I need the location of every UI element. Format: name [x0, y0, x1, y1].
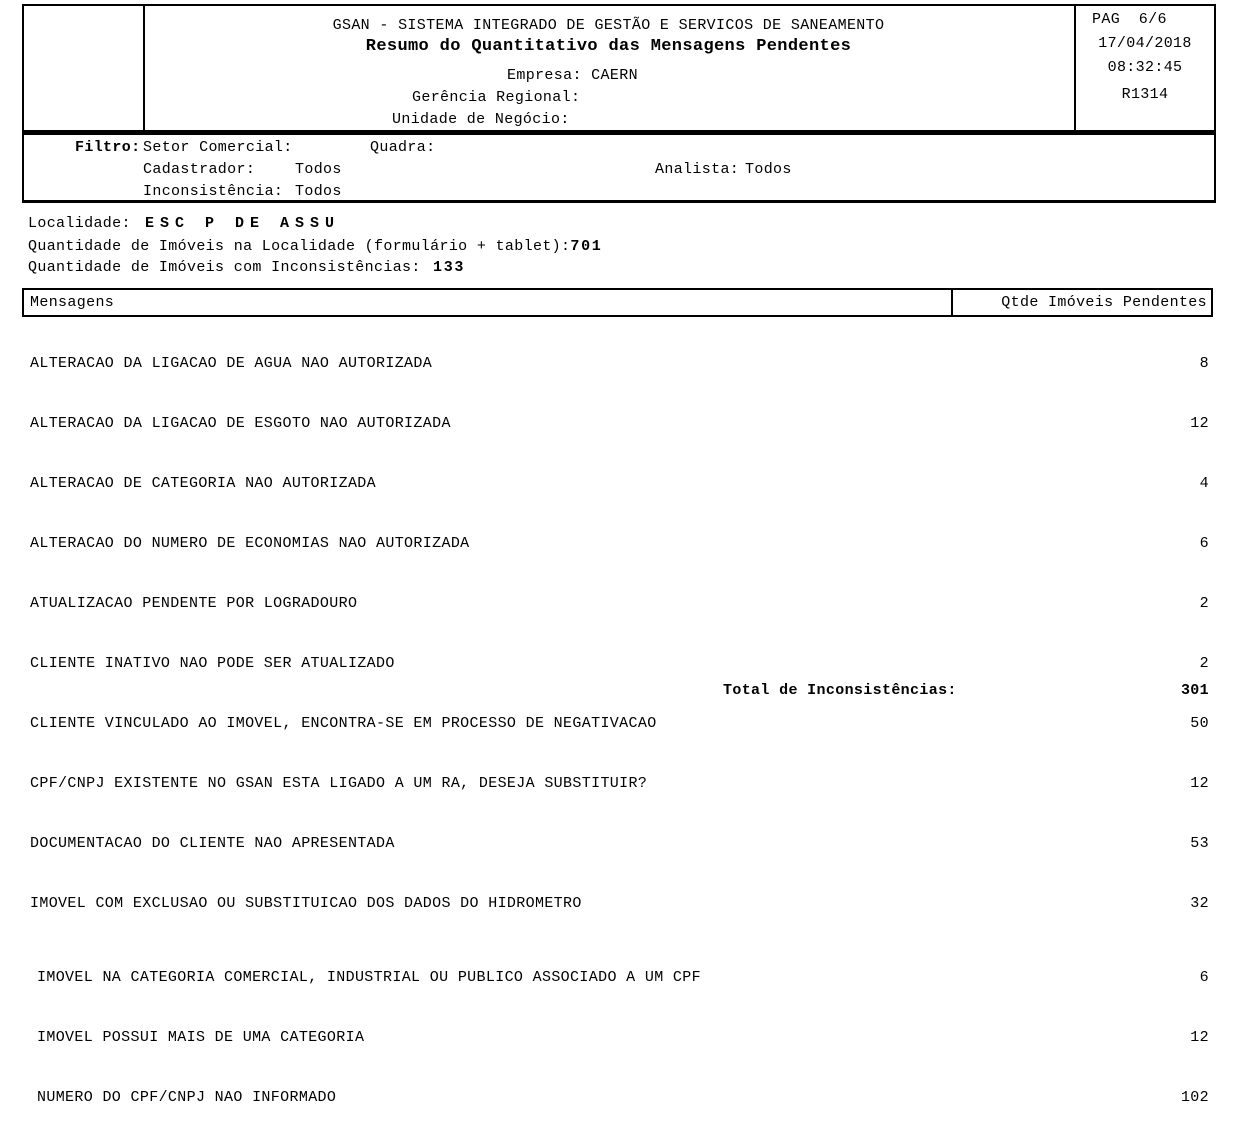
- message-cell: CLIENTE VINCULADO AO IMOVEL, ENCONTRA-SE EM PROCESSO DE NEGATIVACAO: [30, 715, 657, 732]
- report-date: 17/04/2018: [1098, 35, 1192, 52]
- unidade-negocio-line: Unidade de Negócio:: [392, 111, 570, 128]
- table-body: [22, 317, 1213, 1145]
- analista-value: Todos: [745, 161, 792, 178]
- system-title: GSAN - SISTEMA INTEGRADO DE GESTÃO E SERVICOS DE SANEAMENTO: [332, 17, 885, 34]
- column-mensagens: Mensagens: [30, 294, 115, 311]
- qty-cell: 12: [1190, 775, 1209, 792]
- page-info-cell: [1076, 6, 1214, 130]
- imoveis-inconsistencias-value: 133: [433, 259, 466, 276]
- table-row: [22, 411, 1213, 437]
- qty-cell: 50: [1190, 715, 1209, 732]
- message-cell: DOCUMENTACAO DO CLIENTE NAO APRESENTADA: [30, 835, 395, 852]
- qty-cell: 102: [1180, 1089, 1209, 1106]
- qty-cell: 53: [1190, 835, 1209, 852]
- qty-cell: 2: [1199, 655, 1209, 672]
- total-row: [22, 678, 1213, 704]
- qty-cell: 12: [1190, 1029, 1209, 1046]
- qty-cell: 12: [1190, 415, 1209, 432]
- page-number: PAG 6/6: [1092, 11, 1167, 28]
- table-row: [22, 531, 1213, 557]
- imoveis-localidade-value: 701: [570, 238, 603, 255]
- table-row: [22, 591, 1213, 617]
- inconsistencia-label: Inconsistência:: [143, 183, 284, 200]
- cadastrador-value: Todos: [295, 161, 342, 178]
- gerencia-regional-line: Gerência Regional:: [412, 89, 581, 106]
- report-header: [22, 4, 1216, 132]
- qty-cell: 32: [1190, 895, 1209, 912]
- table-header: [22, 288, 1213, 317]
- qty-cell: 4: [1199, 475, 1209, 492]
- imoveis-inconsistencias-label: Quantidade de Imóveis com Inconsistências:: [28, 259, 421, 276]
- localidade-value: ESC P DE ASSU: [145, 215, 341, 232]
- message-cell: NUMERO DO CPF/CNPJ NAO INFORMADO: [37, 1089, 337, 1106]
- message-cell: IMOVEL NA CATEGORIA COMERCIAL, INDUSTRIAL OU PUBLICO ASSOCIADO A UM CPF: [37, 969, 701, 986]
- empresa-line: Empresa: CAERN: [507, 67, 638, 84]
- message-cell: ALTERACAO DA LIGACAO DE AGUA NAO AUTORIZADA: [30, 355, 433, 372]
- report-code: R1314: [1121, 86, 1169, 103]
- message-cell: IMOVEL COM EXCLUSAO OU SUBSTITUICAO DOS DADOS DO HIDROMETRO: [30, 895, 582, 912]
- table-row: [22, 471, 1213, 497]
- qty-cell: 2: [1199, 595, 1209, 612]
- column-qtde-imoveis-pendentes: Qtde Imóveis Pendentes: [1001, 294, 1207, 311]
- message-cell: ALTERACAO DE CATEGORIA NAO AUTORIZADA: [30, 475, 377, 492]
- cadastrador-label: Cadastrador:: [143, 161, 256, 178]
- analista-label: Analista:: [655, 161, 740, 178]
- table-row: [22, 351, 1213, 377]
- imoveis-localidade-label: Quantidade de Imóveis na Localidade (formulário + tablet):: [28, 238, 571, 255]
- table-row: [22, 651, 1213, 677]
- total-inconsistencias-value: 301: [1180, 682, 1209, 699]
- message-cell: ALTERACAO DO NUMERO DE ECONOMIAS NAO AUTORIZADA: [30, 535, 470, 552]
- table-row: [22, 711, 1213, 737]
- message-cell: CPF/CNPJ EXISTENTE NO GSAN ESTA LIGADO A UM RA, DESEJA SUBSTITUIR?: [30, 775, 648, 792]
- qty-cell: 8: [1199, 355, 1209, 372]
- quadra-label: Quadra:: [370, 139, 436, 156]
- table-row: [22, 1085, 1213, 1111]
- table-row: [22, 771, 1213, 797]
- table-row: [22, 965, 1213, 991]
- filter-section: [22, 132, 1216, 203]
- message-cell: ATUALIZACAO PENDENTE POR LOGRADOURO: [30, 595, 358, 612]
- table-row: [22, 891, 1213, 917]
- setor-comercial-label: Setor Comercial:: [143, 139, 293, 156]
- localidade-label: Localidade:: [28, 215, 131, 232]
- qty-cell: 6: [1199, 535, 1209, 552]
- table-row: [22, 1025, 1213, 1051]
- report-title: Resumo do Quantitativo das Mensagens Pendentes: [365, 37, 852, 56]
- filtro-label: Filtro:: [75, 139, 141, 156]
- message-cell: IMOVEL POSSUI MAIS DE UMA CATEGORIA: [37, 1029, 365, 1046]
- imoveis-localidade-line: [28, 238, 603, 256]
- message-cell: ALTERACAO DA LIGACAO DE ESGOTO NAO AUTORIZADA: [30, 415, 451, 432]
- report-time: 08:32:45: [1107, 59, 1183, 76]
- total-inconsistencias-label: Total de Inconsistências:: [723, 682, 957, 699]
- inconsistencia-value: Todos: [295, 183, 342, 200]
- table-row: [22, 831, 1213, 857]
- message-cell: CLIENTE INATIVO NAO PODE SER ATUALIZADO: [30, 655, 395, 672]
- qty-cell: 6: [1199, 969, 1209, 986]
